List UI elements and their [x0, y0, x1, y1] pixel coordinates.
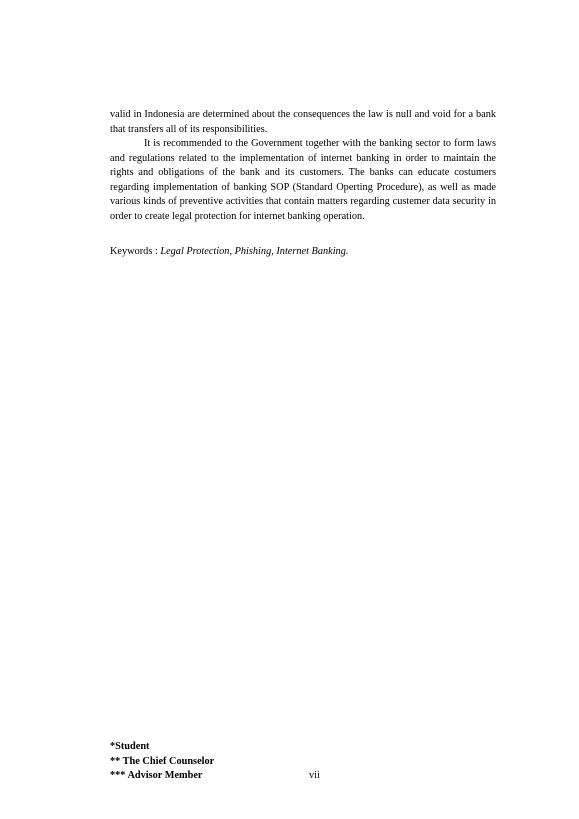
abstract-body: [110, 108, 496, 224]
footnote-advisor-member: *** Advisor Member: [110, 770, 203, 781]
footnote-chief-counselor: ** The Chief Counselor: [110, 755, 215, 767]
keywords-line: [110, 245, 348, 260]
footnotes: [110, 740, 214, 784]
paragraph-recommendation: It is recommended to the Government together with the banking sector to form laws and regulations related to the implementation of internet banking in order to maintain the rights and obligations of the bank and its customers. The banks can educate costumers regarding implementation of banking SOP (Standard Operting Procedure), as well as made various kinds of preventive activities that contain matters regarding custemer data security in order to create legal protection for internet banking operation.: [110, 138, 496, 222]
keywords-label: Keywords :: [110, 246, 161, 257]
page-number: vii: [309, 770, 320, 781]
footnote-student: *Student: [110, 741, 150, 752]
paragraph-continuation: valid in Indonesia are determined about the consequences the law is null and void for a bank that transfers all of its responsibilities.: [110, 109, 496, 135]
keywords-values: Legal Protection, Phishing, Internet Banking.: [160, 246, 349, 257]
